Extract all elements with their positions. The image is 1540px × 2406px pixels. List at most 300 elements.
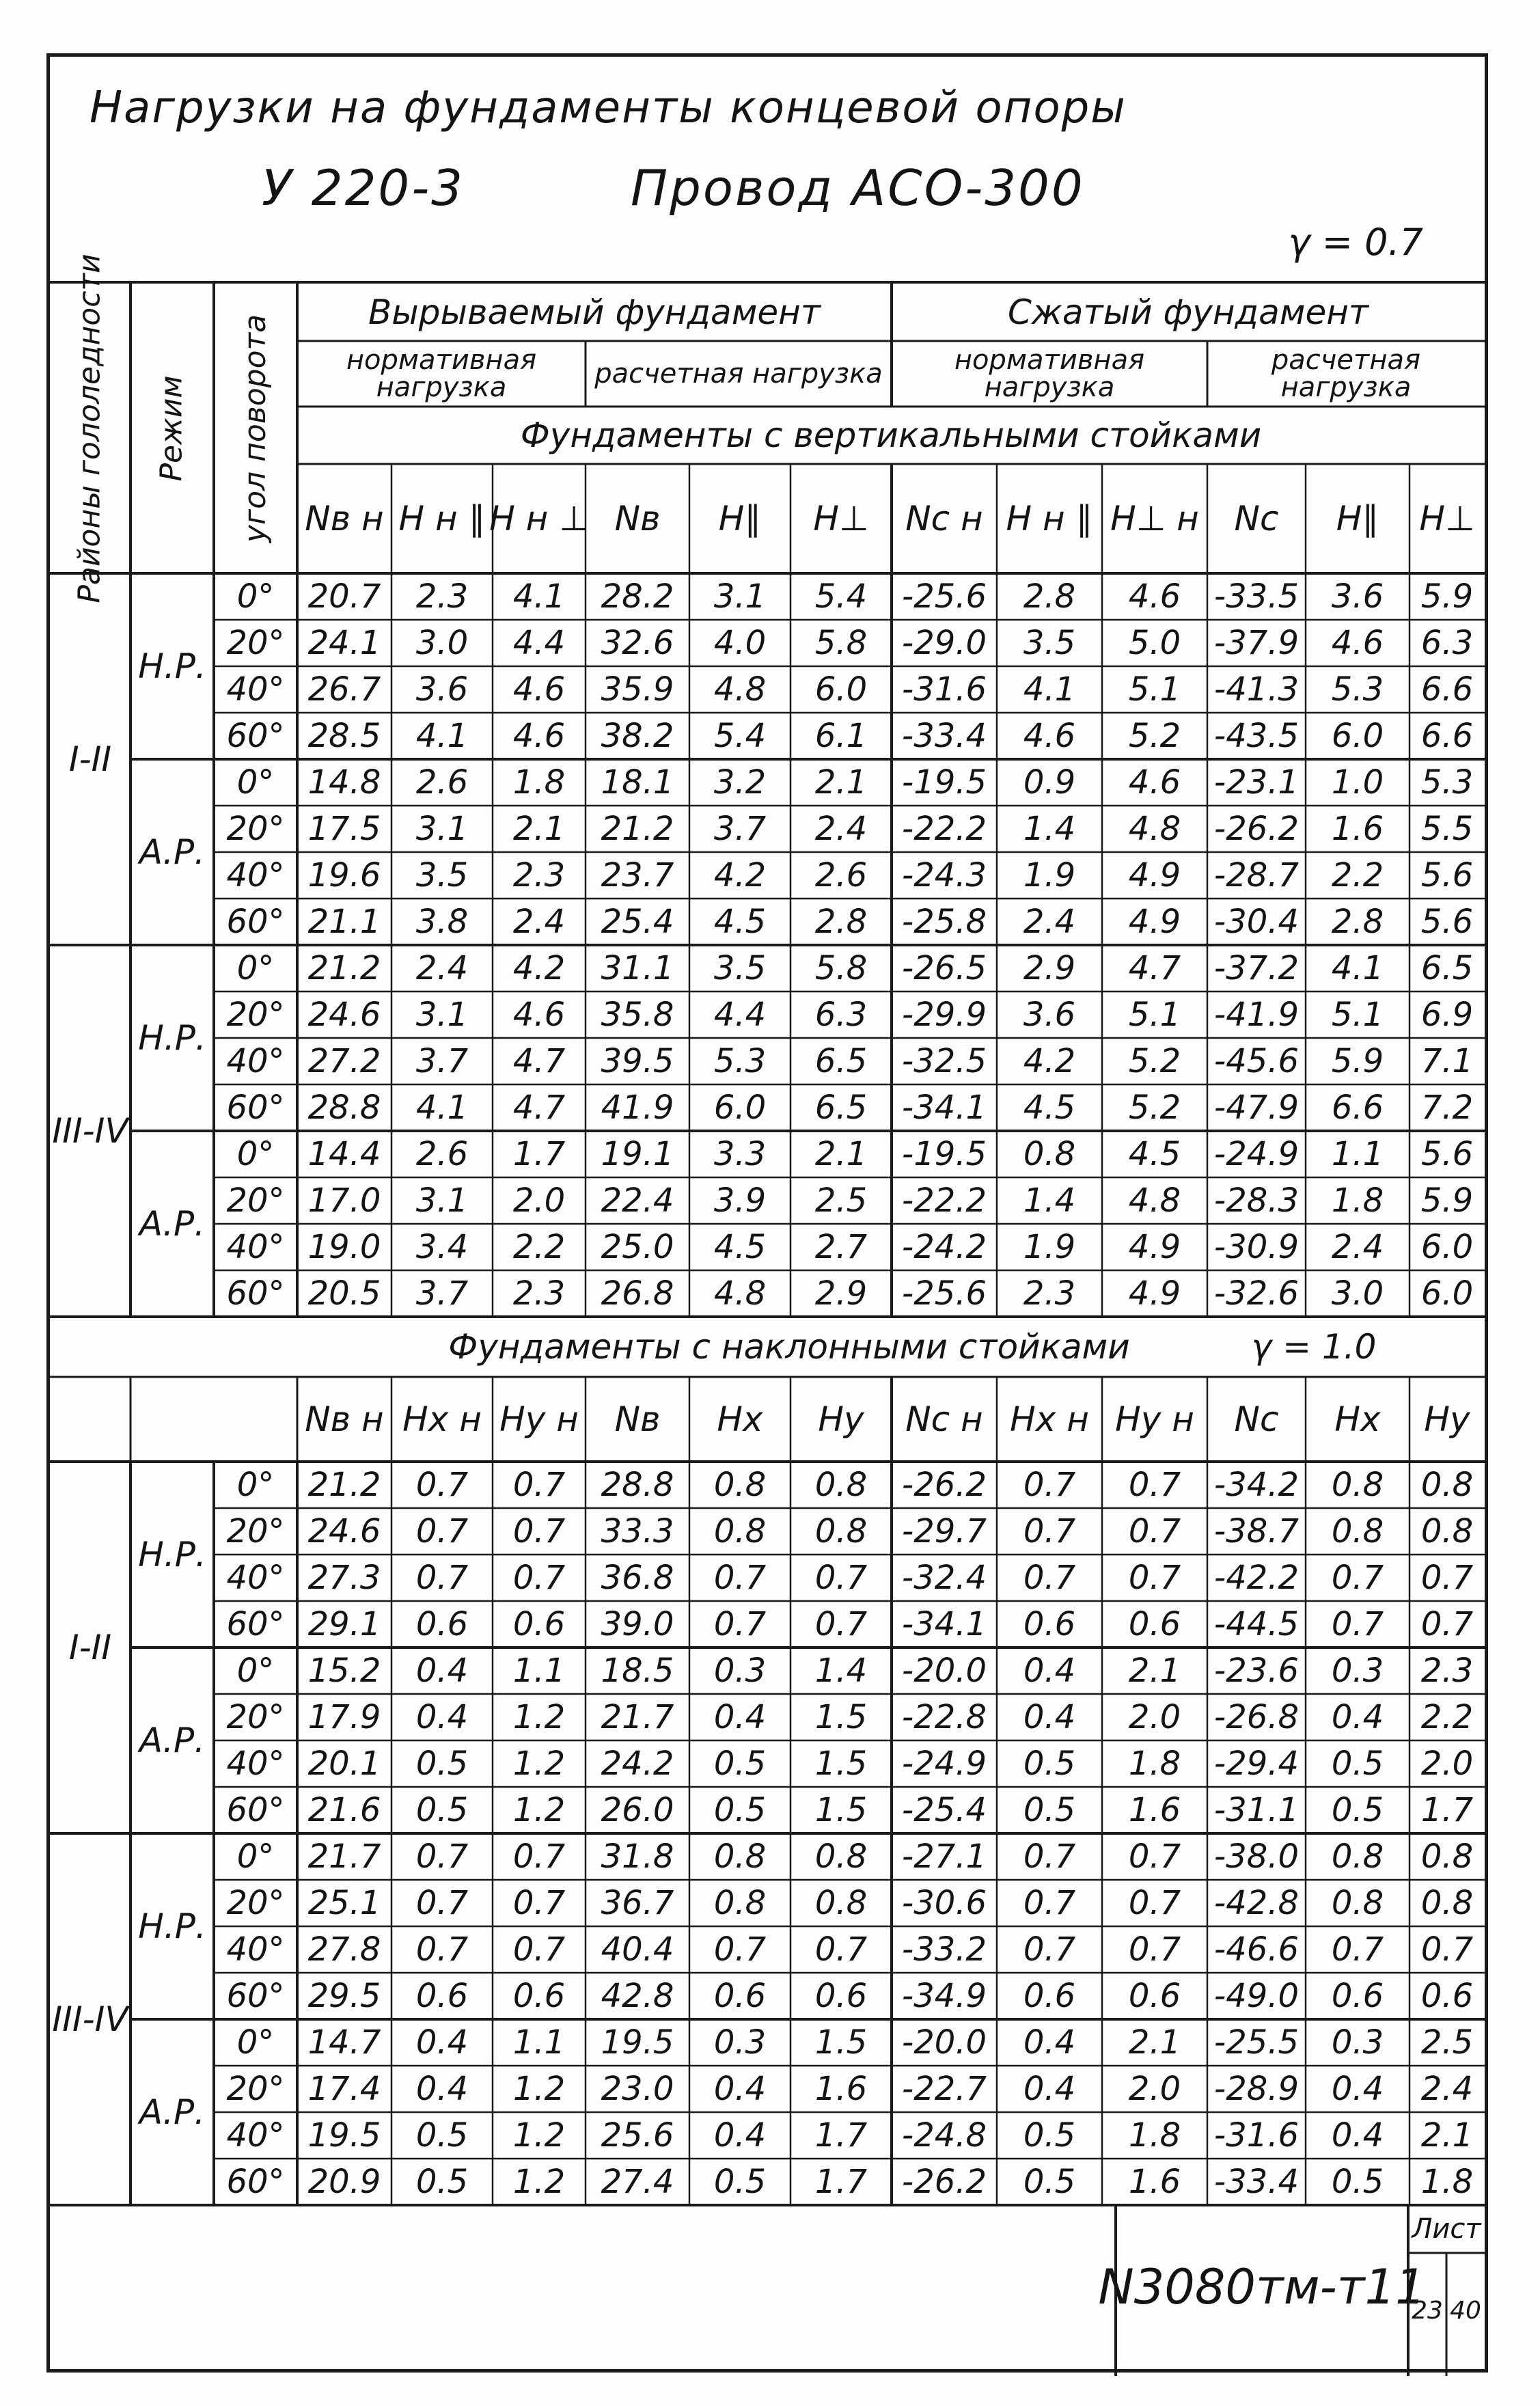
vertical-value-cell: -45.6 [1213,1042,1300,1080]
inclined-value-cell: 0.7 [1420,1559,1474,1597]
inclined-value-cell: -24.9 [901,1745,987,1783]
inclined-value-cell: 27.3 [307,1559,381,1597]
vertical-value-cell: 1.1 [1331,1135,1384,1173]
inclined-value-cell: 0.6 [415,1977,469,2015]
inclined-value-cell: 0.7 [1128,1930,1181,1969]
vertical-value-cell: -25.6 [901,577,987,616]
column-head: Ну н [1115,1399,1194,1439]
inclined-value-cell: 0.7 [415,1930,469,1969]
vertical-value-cell: 4.6 [1128,577,1181,616]
inclined-value-cell: 0.7 [1023,1837,1076,1876]
vertical-value-cell: 5.1 [1128,996,1181,1034]
vertical-value-cell: 2.3 [512,1274,566,1313]
inclined-value-cell: 0.7 [713,1605,767,1643]
inclined-value-cell: 2.0 [1420,1745,1474,1783]
inclined-value-cell: 19.5 [307,2116,381,2155]
vertical-value-cell: -19.5 [901,763,987,802]
vertical-angle-cell: 40° [226,856,285,894]
angle-column-header [214,284,297,573]
inclined-value-cell: -26.2 [901,1466,987,1504]
vertical-value-cell: 6.0 [1331,717,1384,755]
vertical-value-cell: 2.4 [1331,1228,1384,1266]
vertical-value-cell: 2.8 [1331,903,1384,941]
vertical-value-cell: -24.2 [901,1228,987,1266]
wire-type: Провод АСО-300 [631,159,1085,217]
vertical-value-cell: -30.9 [1213,1228,1300,1266]
column-head: Н∥ [718,499,762,538]
vertical-mode-cell: Н.Р. [138,646,206,686]
vertical-value-cell: 1.4 [1023,1181,1076,1220]
vertical-value-cell: 4.0 [713,624,767,662]
inclined-value-cell: 0.4 [1023,1652,1076,1690]
vertical-value-cell: 4.9 [1128,903,1181,941]
inclined-value-cell: 0.8 [713,1837,767,1876]
vertical-value-cell: 3.6 [415,670,469,709]
vertical-value-cell: 4.1 [415,717,469,755]
inclined-value-cell: 0.7 [512,1512,566,1550]
vertical-value-cell: 3.4 [415,1228,469,1266]
inclined-value-cell: -28.9 [1213,2070,1300,2108]
vertical-value-cell: 28.8 [307,1089,381,1127]
vertical-value-cell: 6.0 [713,1089,767,1127]
vertical-angle-cell: 60° [226,1274,285,1313]
drawing-code: N3080тм-т11 [1098,2259,1426,2315]
inclined-value-cell: -42.2 [1213,1559,1300,1597]
inclined-value-cell: -46.6 [1213,1930,1300,1969]
vertical-value-cell: 22.4 [601,1181,674,1220]
vertical-value-cell: 26.8 [601,1274,674,1313]
vertical-value-cell: 3.6 [1023,996,1076,1034]
vertical-value-cell: 5.2 [1128,717,1181,755]
vertical-value-cell: 25.4 [601,903,674,941]
column-head: Nc н [905,1399,983,1439]
vertical-value-cell: 5.6 [1420,856,1474,894]
inclined-angle-cell: 60° [226,2163,285,2201]
column-head: Ну н [499,1399,579,1439]
column-head: Н⊥ н [1110,499,1199,538]
vertical-value-cell: 4.2 [1023,1042,1076,1080]
inclined-value-cell: -31.6 [1213,2116,1300,2155]
vertical-value-cell: 4.2 [713,856,767,894]
inclined-value-cell: 0.5 [1023,2116,1076,2155]
vertical-value-cell: -37.2 [1213,949,1300,987]
inclined-value-cell: -20.0 [901,1652,987,1690]
vertical-value-cell: 28.2 [601,577,674,616]
inclined-angle-cell: 20° [226,1698,285,1736]
inclined-value-cell: 0.7 [512,1884,566,1922]
vertical-value-cell: 32.6 [601,624,674,662]
inclined-angle-cell: 20° [226,1512,285,1550]
inclined-value-cell: 0.7 [1023,1466,1076,1504]
vertical-value-cell: 17.5 [307,810,381,848]
vertical-value-cell: -22.2 [901,1181,987,1220]
inclined-value-cell: -49.0 [1213,1977,1300,2015]
inclined-value-cell: 0.3 [713,1652,767,1690]
vertical-value-cell: -26.2 [1213,810,1300,848]
vertical-value-cell: 5.1 [1128,670,1181,709]
inclined-value-cell: 1.2 [512,2070,566,2108]
inclined-value-cell: -34.2 [1213,1466,1300,1504]
inclined-angle-cell: 60° [226,1791,285,1829]
inclined-value-cell: 20.9 [307,2163,381,2201]
vertical-value-cell: 3.7 [415,1042,469,1080]
inclined-angle-cell: 0° [236,2023,275,2062]
section-vertical-posts-title: Фундаменты с вертикальными стойками [520,415,1262,455]
inclined-value-cell: 1.7 [1420,1791,1474,1829]
vertical-value-cell: 5.2 [1128,1089,1181,1127]
vertical-value-cell: 5.6 [1420,903,1474,941]
vertical-angle-cell: 20° [226,1181,285,1220]
vertical-value-cell: 4.7 [512,1042,566,1080]
inclined-value-cell: 0.6 [814,1977,868,2015]
pullout-foundation-header: Вырываемый фундамент [368,292,821,332]
inclined-value-cell: 17.4 [307,2070,381,2108]
vertical-value-cell: 6.0 [1420,1274,1474,1313]
vertical-value-cell: 2.4 [1023,903,1076,941]
inclined-value-cell: 0.7 [713,1559,767,1597]
inclined-angle-cell: 40° [226,1745,285,1783]
inclined-value-cell: 0.5 [415,1791,469,1829]
vertical-value-cell: 4.6 [512,670,566,709]
inclined-value-cell: 1.6 [1128,2163,1181,2201]
vertical-value-cell: 4.8 [713,670,767,709]
column-head: Нх н [402,1399,482,1439]
inclined-value-cell: 24.2 [601,1745,674,1783]
inclined-mode-cell: Н.Р. [138,1906,206,1946]
vertical-value-cell: 25.0 [601,1228,674,1266]
vertical-value-cell: 2.8 [1023,577,1076,616]
vertical-angle-cell: 60° [226,1089,285,1127]
inclined-value-cell: 1.2 [512,1745,566,1783]
inclined-value-cell: 1.5 [814,1791,868,1829]
inclined-value-cell: -26.8 [1213,1698,1300,1736]
vertical-value-cell: 6.9 [1420,996,1474,1034]
vertical-value-cell: 21.2 [307,949,381,987]
vertical-value-cell: 5.4 [814,577,868,616]
vertical-value-cell: 27.2 [307,1042,381,1080]
inclined-value-cell: 19.5 [601,2023,674,2062]
vertical-value-cell: 4.6 [1023,717,1076,755]
column-head: Н⊥ [1419,499,1475,538]
vertical-value-cell: 2.4 [814,810,868,848]
inclined-region-cell: I-II [68,1628,112,1667]
vertical-value-cell: 3.1 [415,996,469,1034]
inclined-value-cell: 1.6 [814,2070,868,2108]
vertical-value-cell: 4.2 [512,949,566,987]
vertical-value-cell: 3.5 [1023,624,1076,662]
inclined-value-cell: 40.4 [601,1930,674,1969]
vertical-value-cell: 4.5 [713,903,767,941]
vertical-angle-cell: 0° [236,577,275,616]
inclined-value-cell: 0.6 [512,1605,566,1643]
inclined-value-cell: 0.7 [1128,1884,1181,1922]
drawing-sheet [46,53,1488,2373]
column-head: Nв н [305,1399,384,1439]
column-head: Nв [614,499,661,538]
vertical-value-cell: 5.9 [1420,577,1474,616]
vertical-value-cell: 19.1 [601,1135,674,1173]
vertical-value-cell: 19.0 [307,1228,381,1266]
vertical-value-cell: 2.4 [512,903,566,941]
inclined-value-cell: 0.4 [1331,1698,1384,1736]
vertical-angle-cell: 20° [226,996,285,1034]
inclined-value-cell: 0.6 [1128,1605,1181,1643]
vertical-value-cell: 6.0 [814,670,868,709]
inclined-value-cell: 14.7 [307,2023,381,2062]
inclined-value-cell: 1.2 [512,2116,566,2155]
inclined-value-cell: 0.7 [415,1512,469,1550]
column-head: Nв н [305,499,384,538]
inclined-value-cell: 20.1 [307,1745,381,1783]
inclined-value-cell: 0.3 [713,2023,767,2062]
vertical-value-cell: 24.6 [307,996,381,1034]
vertical-angle-cell: 0° [236,763,275,802]
inclined-value-cell: 0.6 [1420,1977,1474,2015]
vertical-value-cell: 4.5 [1023,1089,1076,1127]
inclined-value-cell: 0.7 [1128,1559,1181,1597]
vertical-value-cell: 7.1 [1420,1042,1474,1080]
vertical-value-cell: 5.3 [1420,763,1474,802]
vertical-value-cell: 3.1 [415,810,469,848]
inclined-value-cell: 0.8 [1420,1884,1474,1922]
vertical-value-cell: 4.6 [512,996,566,1034]
vertical-value-cell: 5.8 [814,949,868,987]
inclined-value-cell: 1.2 [512,2163,566,2201]
inclined-value-cell: 2.3 [1420,1652,1474,1690]
inclined-value-cell: -29.7 [901,1512,987,1550]
vertical-value-cell: -33.5 [1213,577,1300,616]
inclined-value-cell: -34.9 [901,1977,987,2015]
inclined-value-cell: 0.5 [415,1745,469,1783]
inclined-value-cell: -27.1 [901,1837,987,1876]
vertical-value-cell: 5.3 [713,1042,767,1080]
vertical-value-cell: 6.1 [814,717,868,755]
vertical-value-cell: 3.7 [713,810,767,848]
vertical-value-cell: -33.4 [901,717,987,755]
vertical-value-cell: -24.9 [1213,1135,1300,1173]
inclined-value-cell: 1.4 [814,1652,868,1690]
vertical-value-cell: 1.8 [512,763,566,802]
inclined-value-cell: 18.5 [601,1652,674,1690]
inclined-value-cell: -38.7 [1213,1512,1300,1550]
inclined-value-cell: 21.7 [307,1837,381,1876]
inclined-value-cell: 1.7 [814,2116,868,2155]
vertical-value-cell: 5.6 [1420,1135,1474,1173]
vertical-value-cell: -43.5 [1213,717,1300,755]
vertical-angle-cell: 40° [226,1228,285,1266]
vertical-value-cell: 5.4 [713,717,767,755]
vertical-value-cell: 4.9 [1128,856,1181,894]
inclined-value-cell: 0.7 [415,1466,469,1504]
inclined-value-cell: 28.8 [601,1466,674,1504]
vertical-value-cell: 4.5 [1128,1135,1181,1173]
inclined-value-cell: 0.8 [713,1512,767,1550]
vertical-value-cell: 5.9 [1331,1042,1384,1080]
inclined-value-cell: 0.5 [415,2163,469,2201]
vertical-value-cell: 2.3 [415,577,469,616]
inclined-value-cell: 0.5 [713,1791,767,1829]
vertical-value-cell: 3.3 [713,1135,767,1173]
inclined-value-cell: 1.8 [1128,1745,1181,1783]
vertical-value-cell: -19.5 [901,1135,987,1173]
inclined-value-cell: 0.4 [415,1652,469,1690]
inclined-mode-cell: Н.Р. [138,1535,206,1574]
inclined-value-cell: 0.6 [713,1977,767,2015]
vertical-angle-cell: 0° [236,1135,275,1173]
vertical-value-cell: 4.1 [512,577,566,616]
vertical-value-cell: 4.9 [1128,1274,1181,1313]
inclined-value-cell: 0.7 [1128,1466,1181,1504]
inclined-value-cell: 0.8 [1331,1837,1384,1876]
vertical-value-cell: 6.5 [814,1089,868,1127]
vertical-value-cell: 2.9 [1023,949,1076,987]
vertical-value-cell: 23.7 [601,856,674,894]
vertical-value-cell: 3.5 [415,856,469,894]
inclined-value-cell: 21.6 [307,1791,381,1829]
tower-type: У 220-3 [262,159,465,217]
inclined-value-cell: 0.6 [512,1977,566,2015]
vertical-value-cell: 28.5 [307,717,381,755]
inclined-value-cell: 42.8 [601,1977,674,2015]
inclined-value-cell: 1.7 [814,2163,868,2201]
section-inclined-posts-title: Фундаменты с наклонными стойками [448,1327,1130,1367]
inclined-value-cell: 0.3 [1331,1652,1384,1690]
inclined-value-cell: 0.7 [415,1837,469,1876]
inclined-value-cell: 1.6 [1128,1791,1181,1829]
inclined-value-cell: 2.1 [1128,1652,1181,1690]
vertical-value-cell: -32.5 [901,1042,987,1080]
vertical-value-cell: -41.3 [1213,670,1300,709]
inclined-value-cell: 2.5 [1420,2023,1474,2062]
column-head: Nc [1234,499,1279,538]
inclined-value-cell: 0.4 [713,2116,767,2155]
inclined-value-cell: 0.7 [814,1559,868,1597]
inclined-value-cell: 0.7 [415,1559,469,1597]
inclined-value-cell: 0.4 [415,2023,469,2062]
inclined-value-cell: 0.5 [1331,1745,1384,1783]
vertical-value-cell: 24.1 [307,624,381,662]
vertical-value-cell: 4.4 [512,624,566,662]
inclined-value-cell: 1.1 [512,1652,566,1690]
vertical-value-cell: 26.7 [307,670,381,709]
column-head: Н н ⊥ [489,499,589,538]
column-head: Н н ∥ [1006,499,1093,538]
inclined-value-cell: 26.0 [601,1791,674,1829]
sheet-number: 23 [1412,2297,1443,2325]
vertical-value-cell: 2.9 [814,1274,868,1313]
vertical-value-cell: 4.8 [1128,1181,1181,1220]
inclined-value-cell: 0.4 [1023,2070,1076,2108]
vertical-value-cell: 4.1 [1331,949,1384,987]
inclined-value-cell: -42.8 [1213,1884,1300,1922]
vertical-value-cell: 4.6 [1331,624,1384,662]
inclined-value-cell: 0.7 [814,1605,868,1643]
vertical-value-cell: 6.5 [1420,949,1474,987]
inclined-value-cell: -25.4 [901,1791,987,1829]
inclined-value-cell: 0.8 [814,1512,868,1550]
inclined-angle-cell: 40° [226,2116,285,2155]
vertical-value-cell: 6.3 [814,996,868,1034]
inclined-value-cell: 0.7 [512,1837,566,1876]
inclined-value-cell: 0.8 [713,1466,767,1504]
inclined-value-cell: 0.4 [713,1698,767,1736]
inclined-value-cell: 0.7 [1331,1930,1384,1969]
vertical-value-cell: 20.7 [307,577,381,616]
inclined-value-cell: -24.8 [901,2116,987,2155]
vertical-value-cell: 2.5 [814,1181,868,1220]
vertical-value-cell: 2.0 [512,1181,566,1220]
vertical-region-cell: III-IV [52,1111,128,1151]
vertical-value-cell: 39.5 [601,1042,674,1080]
inclined-value-cell: 0.7 [713,1930,767,1969]
inclined-value-cell: 0.7 [512,1930,566,1969]
vertical-value-cell: 14.8 [307,763,381,802]
inclined-value-cell: 0.8 [814,1884,868,1922]
vertical-value-cell: 3.6 [1331,577,1384,616]
vertical-region-cell: I-II [68,739,112,779]
inclined-value-cell: 0.4 [415,1698,469,1736]
inclined-value-cell: 0.7 [512,1466,566,1504]
vertical-value-cell: 6.3 [1420,624,1474,662]
vertical-value-cell: -23.1 [1213,763,1300,802]
inclined-value-cell: 0.6 [1331,1977,1384,2015]
inclined-value-cell: 0.8 [713,1884,767,1922]
inclined-value-cell: 0.5 [1023,2163,1076,2201]
inclined-value-cell: 1.2 [512,1791,566,1829]
inclined-value-cell: -33.4 [1213,2163,1300,2201]
inclined-value-cell: 1.5 [814,2023,868,2062]
vertical-value-cell: 14.4 [307,1135,381,1173]
inclined-angle-cell: 60° [226,1977,285,2015]
inclined-value-cell: -29.4 [1213,1745,1300,1783]
document-title: Нагрузки на фундаменты концевой опоры [90,83,1127,133]
inclined-angle-cell: 40° [226,1559,285,1597]
inclined-mode-cell: А.Р. [139,1721,206,1760]
vertical-value-cell: 5.3 [1331,670,1384,709]
inclined-mode-cell: А.Р. [139,2092,206,2132]
sheet-total: 40 [1450,2297,1481,2325]
vertical-value-cell: 41.9 [601,1089,674,1127]
inclined-value-cell: 17.9 [307,1698,381,1736]
vertical-value-cell: 2.4 [415,949,469,987]
vertical-value-cell: -30.4 [1213,903,1300,941]
inclined-value-cell: -38.0 [1213,1837,1300,1876]
inclined-value-cell: 2.1 [1420,2116,1474,2155]
reliability-coefficient-2: γ = 1.0 [1251,1327,1377,1367]
vertical-value-cell: -47.9 [1213,1089,1300,1127]
inclined-value-cell: 2.2 [1420,1698,1474,1736]
inclined-value-cell: 0.8 [1331,1512,1384,1550]
inclined-value-cell: 0.8 [1331,1466,1384,1504]
vertical-value-cell: 5.0 [1128,624,1181,662]
column-head: Нх [717,1399,763,1439]
vertical-value-cell: 20.5 [307,1274,381,1313]
column-head: Ну [1424,1399,1470,1439]
inclined-value-cell: 0.6 [1023,1605,1076,1643]
inclined-value-cell: -25.5 [1213,2023,1300,2062]
column-head: Нх [1334,1399,1381,1439]
inclined-value-cell: 1.5 [814,1745,868,1783]
vertical-value-cell: 0.9 [1023,763,1076,802]
inclined-value-cell: 1.8 [1128,2116,1181,2155]
inclined-value-cell: 0.5 [1331,1791,1384,1829]
vertical-value-cell: -41.9 [1213,996,1300,1034]
vertical-value-cell: 21.2 [601,810,674,848]
vertical-value-cell: 4.8 [713,1274,767,1313]
inclined-value-cell: 36.7 [601,1884,674,1922]
inclined-value-cell: 0.5 [713,2163,767,2201]
column-head: Ну [818,1399,864,1439]
